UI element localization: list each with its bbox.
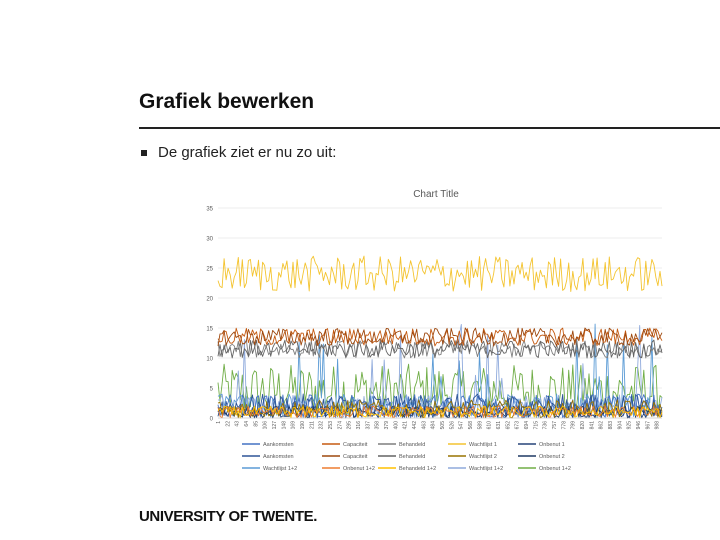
x-tick-label: 610 [486, 421, 493, 430]
series-line [218, 256, 662, 291]
x-tick-label: 190 [300, 421, 306, 430]
x-tick-label: 757 [552, 421, 558, 430]
legend-entry [448, 454, 497, 460]
legend-entry [518, 454, 565, 460]
x-tick-label: 862 [598, 421, 605, 430]
chart-container [190, 180, 670, 480]
y-tick-label: 5 [209, 386, 213, 393]
legend-entry [242, 454, 294, 460]
x-tick-label: 274 [337, 421, 344, 430]
legend-label: Behandeld 1+2 [399, 466, 437, 472]
x-tick-label: 379 [384, 421, 390, 430]
chart-series [218, 256, 662, 418]
y-tick-label: 10 [206, 356, 213, 363]
square-bullet-icon [141, 150, 147, 156]
x-tick-label: 358 [374, 421, 381, 430]
x-tick-label: 169 [290, 421, 297, 430]
x-tick-label: 400 [393, 421, 400, 430]
x-tick-label: 694 [524, 421, 530, 430]
x-tick-label: 505 [440, 421, 446, 430]
x-tick-label: 316 [356, 421, 362, 430]
x-tick-label: 715 [533, 421, 540, 430]
legend-label: Capaciteit [343, 442, 368, 448]
slide-title: Grafiek bewerken [139, 90, 315, 113]
x-tick-label: 841 [589, 421, 596, 430]
x-tick-label: 589 [477, 421, 484, 430]
x-tick-label: 232 [318, 421, 325, 430]
x-tick-label: 652 [505, 421, 512, 430]
x-tick-label: 673 [514, 421, 521, 430]
legend-entry [378, 454, 425, 460]
y-axis-ticks [206, 207, 213, 423]
legend-label: Wachtlijst 1 [469, 442, 497, 448]
x-tick-label: 988 [654, 421, 661, 430]
legend-entry [242, 442, 294, 448]
x-tick-label: 1 [216, 421, 222, 424]
legend-label: Capaciteit [343, 454, 368, 460]
x-tick-label: 337 [365, 421, 372, 430]
x-tick-label: 85 [253, 421, 260, 427]
x-tick-label: 946 [636, 421, 642, 430]
y-tick-label: 35 [206, 206, 213, 213]
x-tick-label: 799 [570, 421, 577, 430]
legend-entry [378, 466, 436, 472]
legend-label: Onbenut 1+2 [343, 466, 375, 472]
chart-legend [242, 442, 571, 472]
legend-label: Behandeld [399, 442, 426, 448]
legend-entry [518, 466, 571, 472]
legend-entry [378, 442, 425, 448]
legend-entry [518, 442, 565, 448]
legend-label: Wachtlijst 1+2 [263, 466, 298, 472]
x-tick-label: 43 [234, 421, 241, 427]
legend-entry [242, 466, 297, 472]
x-tick-label: 904 [617, 421, 624, 430]
legend-label: Wachtlijst 1+2 [469, 466, 504, 472]
y-tick-label: 20 [206, 296, 213, 303]
y-tick-label: 30 [206, 236, 213, 243]
legend-entry [322, 454, 368, 460]
legend-entry [448, 442, 497, 448]
x-tick-label: 526 [449, 421, 456, 430]
legend-entry [322, 442, 368, 448]
x-tick-label: 820 [580, 421, 586, 430]
line-chart [190, 180, 670, 480]
x-tick-label: 967 [645, 421, 652, 430]
legend-label: Onbenut 1 [539, 442, 565, 448]
y-tick-label: 0 [209, 416, 213, 423]
bullet-text: De grafiek ziet er nu zo uit: [158, 144, 337, 161]
legend-entry [322, 466, 375, 472]
x-tick-label: 736 [542, 421, 549, 430]
x-tick-label: 925 [626, 421, 633, 430]
legend-label: Onbenut 1+2 [539, 466, 571, 472]
x-tick-label: 64 [244, 421, 250, 427]
x-tick-label: 127 [272, 421, 278, 430]
legend-label: Wachtlijst 2 [469, 454, 497, 460]
chart-title: Chart Title [413, 189, 459, 200]
x-tick-label: 631 [496, 421, 502, 430]
y-tick-label: 15 [206, 326, 213, 333]
x-tick-label: 568 [468, 421, 474, 430]
x-tick-label: 106 [262, 421, 269, 430]
y-tick-label: 25 [206, 266, 213, 273]
x-tick-label: 883 [608, 421, 614, 430]
x-tick-label: 22 [225, 421, 232, 427]
x-tick-label: 148 [281, 421, 288, 430]
university-logo: UNIVERSITY OF TWENTE. [139, 508, 318, 525]
x-tick-label: 421 [402, 421, 409, 430]
legend-entry [448, 466, 503, 472]
legend-label: Behandeld [399, 454, 426, 460]
x-tick-label: 778 [561, 421, 568, 430]
x-axis-ticks [216, 418, 662, 429]
x-tick-label: 463 [421, 421, 428, 430]
legend-label: Aankomsten [263, 454, 294, 460]
x-tick-label: 295 [346, 421, 353, 430]
x-tick-label: 253 [328, 421, 334, 430]
x-tick-label: 442 [412, 421, 418, 430]
x-tick-label: 547 [458, 421, 465, 430]
legend-label: Onbenut 2 [539, 454, 565, 460]
x-tick-label: 211 [309, 421, 316, 429]
x-tick-label: 484 [430, 421, 437, 430]
bullet-item [141, 144, 336, 161]
title-rule [139, 127, 720, 129]
legend-label: Aankomsten [263, 442, 294, 448]
